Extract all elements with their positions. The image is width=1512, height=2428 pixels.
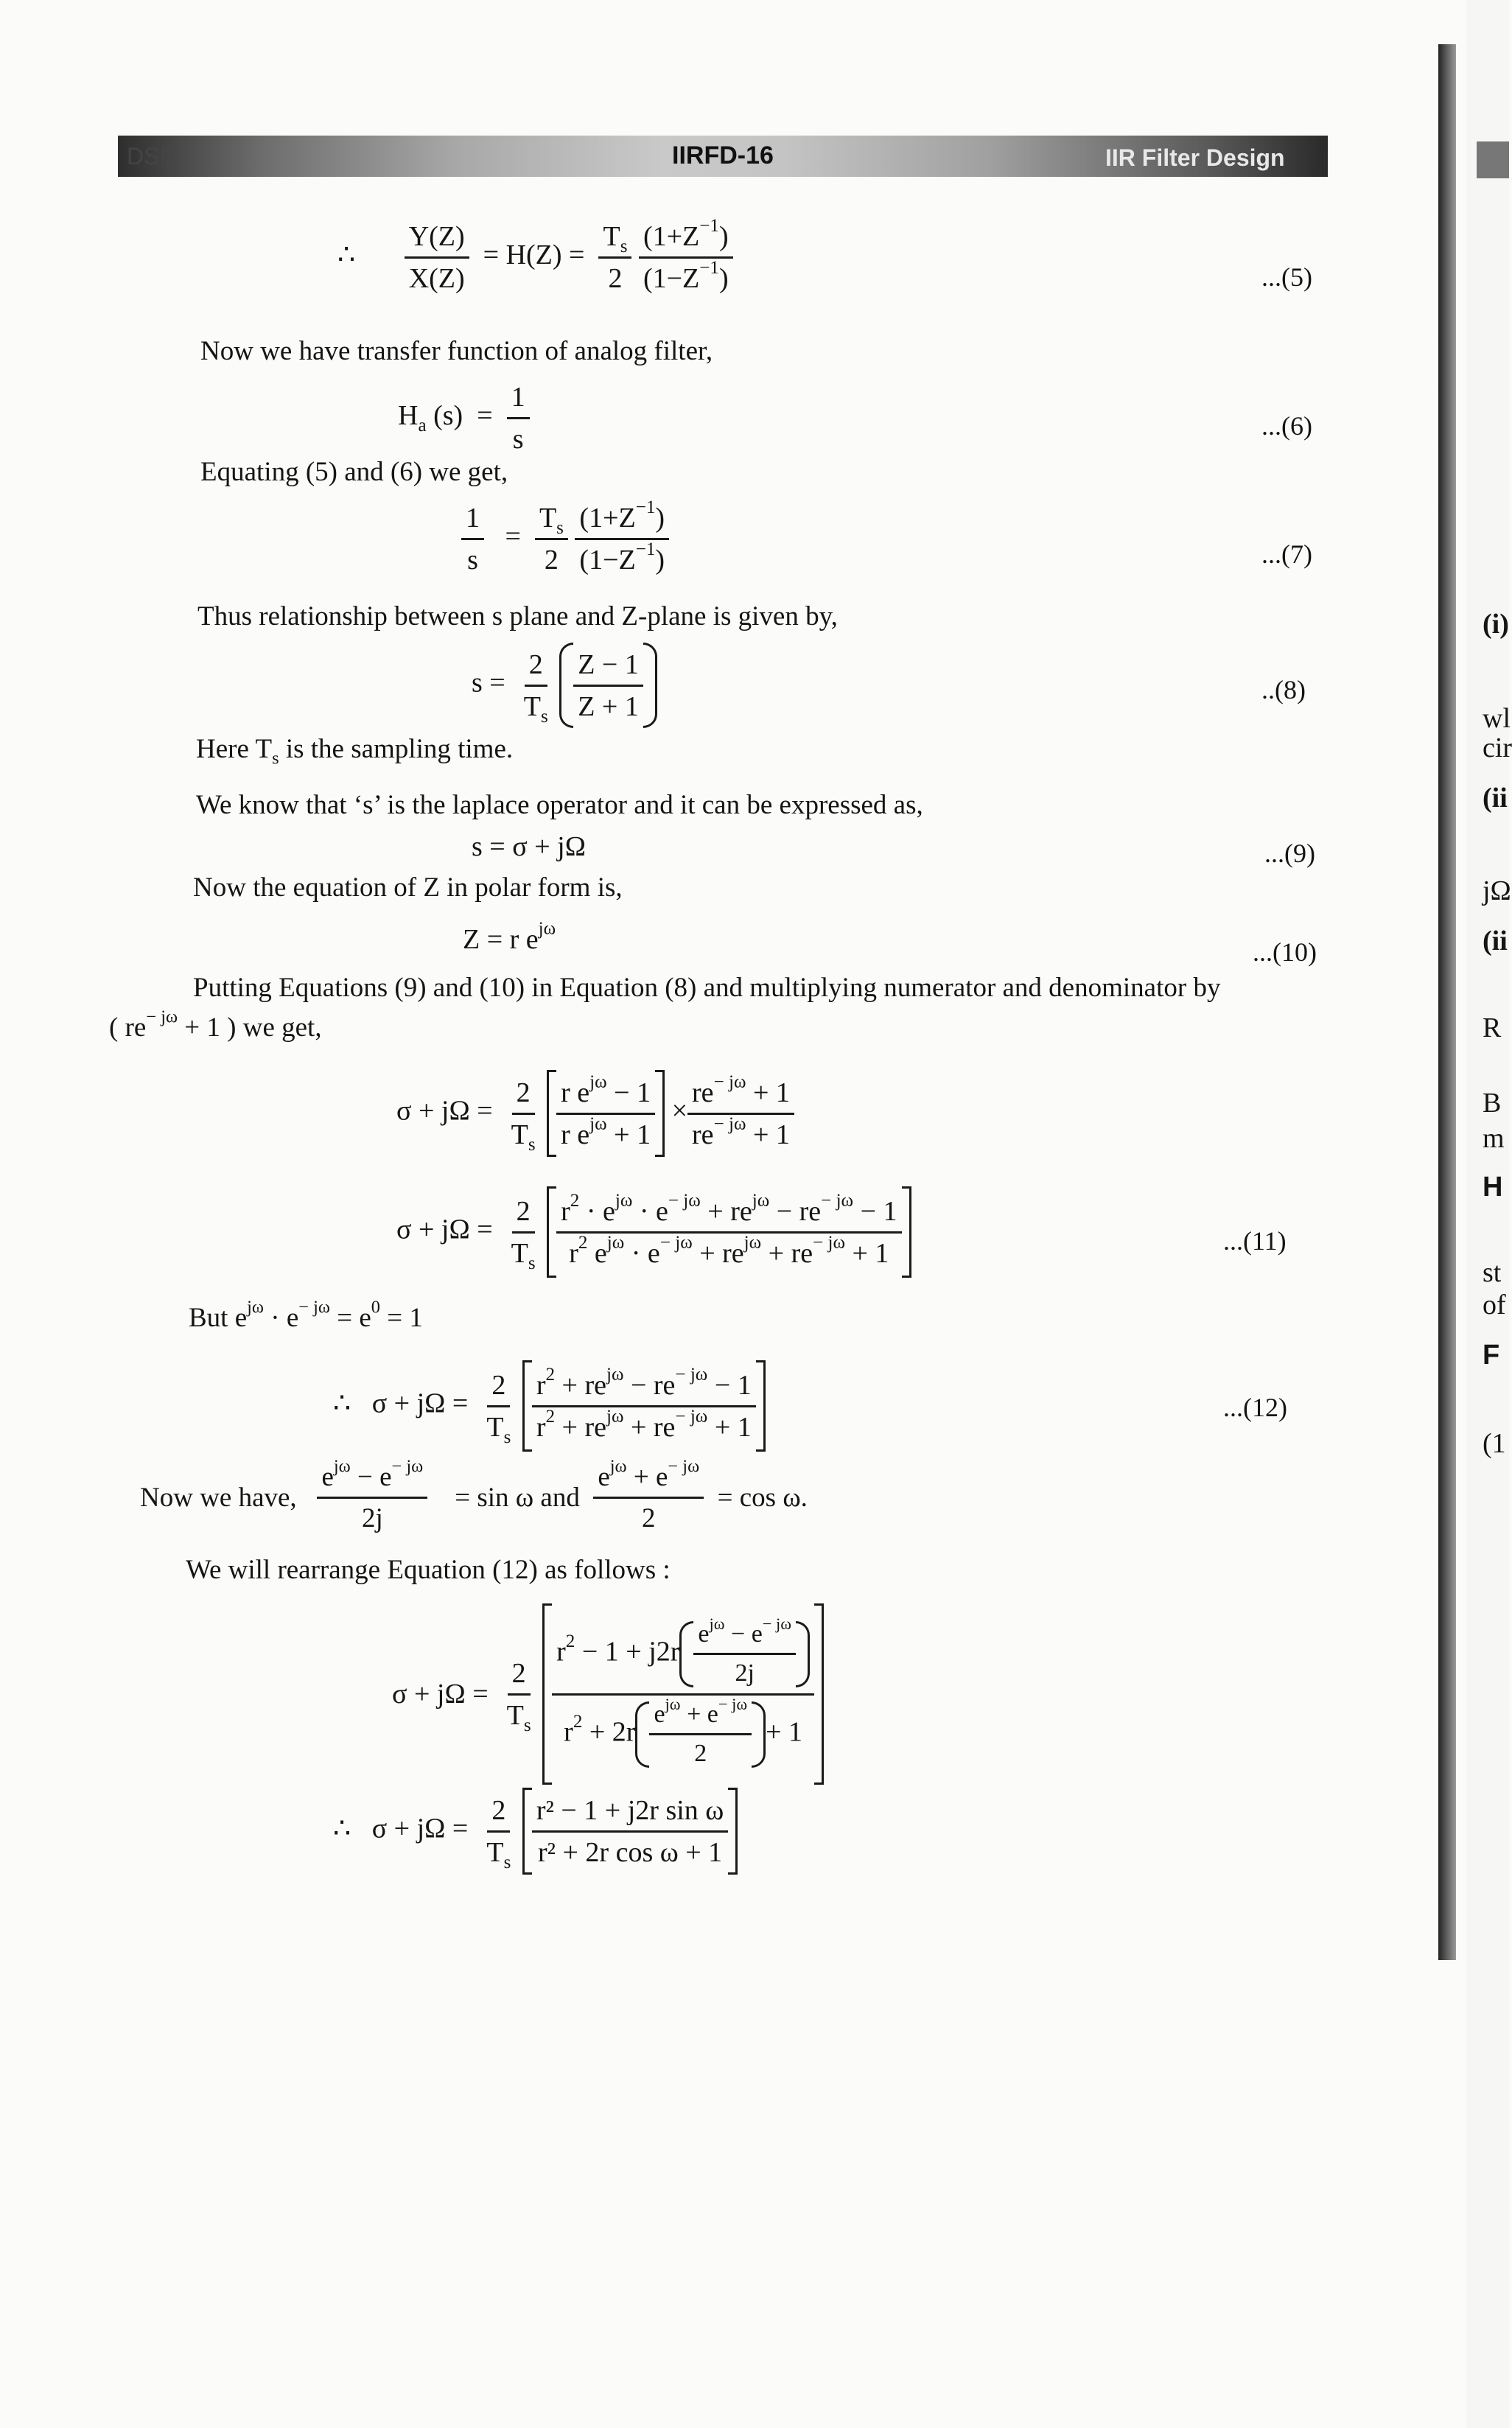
- paragraph-putting-equations-cont: ( $re^{- j\omega} + 1$ ) we get,: [109, 1007, 322, 1043]
- edge-text-6: (ii: [1483, 926, 1508, 956]
- equation-number-12: ...(12): [1223, 1393, 1287, 1422]
- equation-5: ∴ $\frac{Y(Z)}{X(Z)}$ = H(Z) = $\frac{T_s}{2}$ $\frac{(1+Z^{-1})}{(1-Z^{-1})}$: [337, 223, 733, 293]
- equation-number-9: ...(9): [1264, 839, 1315, 868]
- equation-number-6: ...(6): [1261, 411, 1312, 441]
- page-header: [118, 136, 1328, 177]
- edge-text-11: st: [1483, 1257, 1502, 1288]
- equation-8: s = $\frac{2}{T_s}$ $\frac{Z - 1}{Z + 1}$: [472, 643, 657, 728]
- paragraph-polar-form: Now the equation of Z in polar form is,: [193, 872, 623, 903]
- edge-text-2: wl: [1483, 703, 1511, 734]
- edge-text-7: R: [1483, 1012, 1502, 1043]
- equation-number-10: ...(10): [1253, 937, 1317, 967]
- next-page-header-fragment: [1477, 141, 1509, 178]
- edge-text-3: cir: [1483, 732, 1512, 763]
- paragraph-relationship: Thus relationship between s plane and Z-plane is given by,: [197, 601, 838, 632]
- edge-text-14: (1: [1483, 1428, 1506, 1459]
- paragraph-but: But $e^{j\omega} \cdot e^{- j\omega} = e^0 = 1$: [189, 1297, 423, 1333]
- edge-text-10: H: [1483, 1172, 1503, 1203]
- edge-text-1: (i): [1483, 609, 1509, 640]
- equation-number-5: ...(5): [1261, 262, 1312, 292]
- paragraph-sin-cos: Now we have, $\frac{e^{j\omega} - e^{- j\omega}}{2j}$ = sin ω and $\frac{e^{j\omega} + e^{- j\omega}}{2}$ = cos ω.: [140, 1456, 808, 1533]
- next-page-edge: [1466, 0, 1509, 2428]
- equation-step-c: ∴ σ + jΩ = $\frac{2}{T_s}$ $\frac{\text{r² − 1 + j2r sin ω}}{\text{r² + 2r cos ω + 1}}$: [333, 1788, 738, 1875]
- paragraph-rearrange: We will rearrange Equation (12) as follows :: [186, 1555, 671, 1585]
- equation-9: s = σ + jΩ: [472, 831, 586, 862]
- header-right: IIR Filter Design: [1105, 144, 1285, 171]
- equation-10: Z = r $e^{j\omega}$: [463, 919, 556, 955]
- equation-number-7: ...(7): [1261, 539, 1312, 569]
- paragraph-transfer-function: Now we have transfer function of analog filter,: [200, 336, 713, 366]
- edge-text-12: of: [1483, 1290, 1506, 1320]
- equation-7: $\frac{1}{s}$ = $\frac{T_s}{2}$ $\frac{(1+Z^{-1})}{(1-Z^{-1})}$: [461, 504, 669, 574]
- paragraph-putting-equations: Putting Equations (9) and (10) in Equation (8) and multiplying numerator and denominator by: [193, 973, 1221, 1003]
- equation-6: $H_a$ (s) = $\frac{1}{s}$: [398, 383, 530, 453]
- paragraph-laplace: We know that ‘s’ is the laplace operator and it can be expressed as,: [196, 790, 923, 820]
- equation-12: ∴ σ + jΩ = $\frac{2}{T_s}$ $\frac{r^2 + re^{j\omega} - re^{- j\omega} - 1}{r^2 + re^{j\omega} + re^{- j\omega} + 1}$: [333, 1360, 766, 1452]
- paragraph-sampling-time: Here $T_s$ is the sampling time.: [196, 734, 514, 769]
- equation-number-11: ...(11): [1223, 1226, 1287, 1256]
- edge-text-8: B: [1483, 1088, 1502, 1119]
- equation-step-a: σ + jΩ = $\frac{2}{T_s}$ $\frac{r e^{j\omega} - 1}{r e^{j\omega} + 1}$ × $\frac{re^{- j\omega} + 1}{re^{- j\omega} + 1}$: [396, 1070, 794, 1157]
- equation-11: σ + jΩ = $\frac{2}{T_s}$ $\frac{r^2 \cdot e^{j\omega} \cdot e^{- j\omega} + re^{j\omega} - re^{- j\omega} - 1}{r^2 e^{j\omega} \cdot e^{- j\omega} + re^{j\omega} + re^{- j\omega} + 1}$: [396, 1186, 911, 1278]
- edge-text-9: m: [1483, 1123, 1505, 1154]
- paragraph-equating: Equating (5) and (6) we get,: [200, 457, 508, 487]
- edge-text-4: (ii: [1483, 783, 1508, 814]
- header-left: DSP: [127, 143, 175, 169]
- equation-number-8: ..(8): [1261, 675, 1306, 704]
- book-spine: [1438, 44, 1456, 1960]
- edge-text-5: jΩ: [1483, 875, 1511, 906]
- equation-step-b: σ + jΩ = $\frac{2}{T_s}$ $r^2 - 1 + j2r$ $\frac{e^{j\omega} - e^{- j\omega}}{2j}$ $r^2 + 2r$ $\frac{e^{j\omega} + e^{- j\omega}}{2}$ + 1: [392, 1603, 824, 1785]
- header-center: IIRFD-16: [672, 141, 774, 169]
- edge-text-13: F: [1483, 1340, 1500, 1371]
